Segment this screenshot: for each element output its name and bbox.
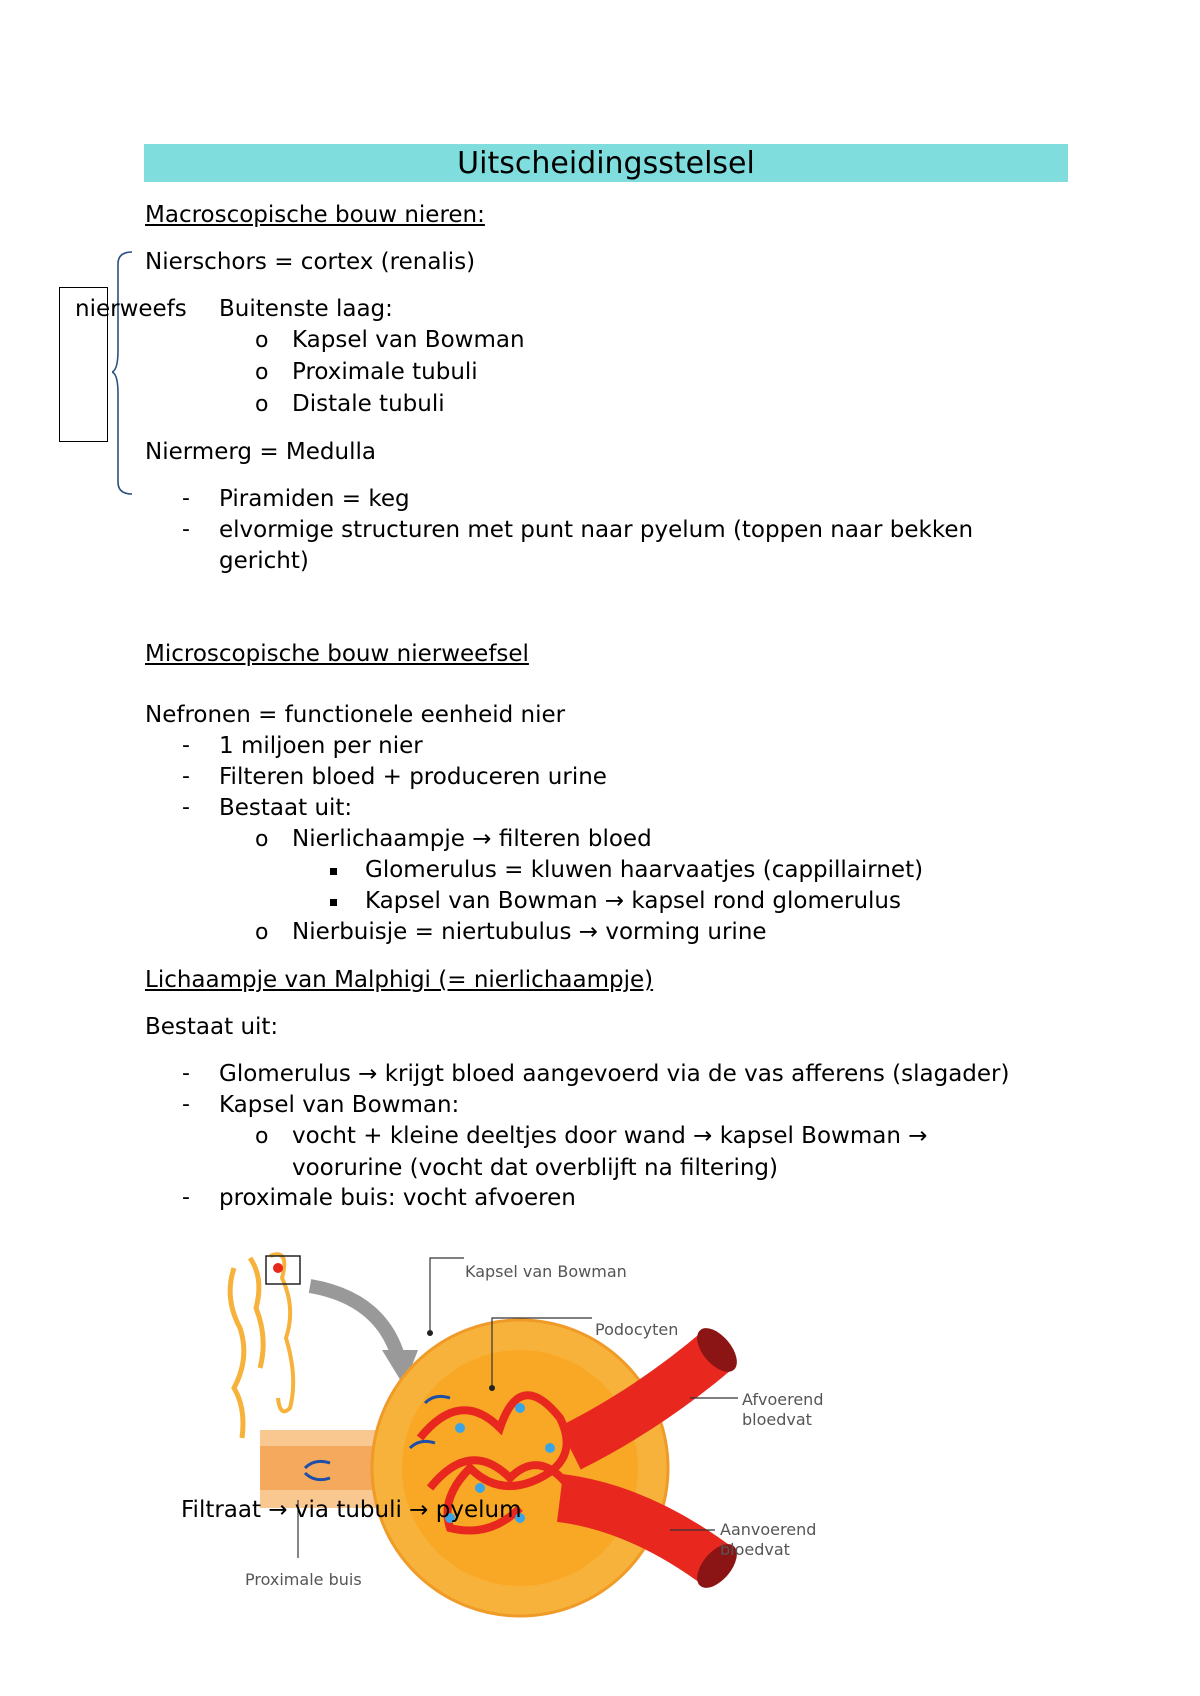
list-item: Piramiden = keg xyxy=(219,486,410,512)
list-item: Kapsel van Bowman: xyxy=(219,1092,460,1118)
malphigi-heading: Lichaampje van Malphigi (= nierlichaampje) xyxy=(145,967,654,993)
list-item-cont: gericht) xyxy=(219,548,309,574)
list-item: Glomerulus → krijgt bloed aangevoerd via de vas afferens (slagader) xyxy=(219,1061,1010,1087)
list-item: vocht + kleine deeltjes door wand → kapsel Bowman → xyxy=(292,1123,928,1149)
buitenste-laag: Buitenste laag: xyxy=(219,296,393,322)
list-item: Nierlichaampje → filteren bloed xyxy=(292,826,652,852)
merg-line: Niermerg = Medulla xyxy=(145,439,376,465)
nephron-sketch xyxy=(230,1254,300,1438)
square-bullet xyxy=(330,899,337,906)
macro-heading: Macroscopische bouw nieren: xyxy=(145,202,485,228)
square-bullet xyxy=(330,868,337,875)
label-afvoerend: Afvoerend xyxy=(742,1390,824,1409)
dash-bullet: - xyxy=(182,733,190,758)
list-item: Bestaat uit: xyxy=(219,795,353,821)
list-item: Distale tubuli xyxy=(292,391,445,417)
list-item: Nierbuisje = niertubulus → vorming urine xyxy=(292,919,767,945)
title-bar xyxy=(144,144,1068,182)
dash-bullet: - xyxy=(182,1185,190,1210)
circle-bullet: o xyxy=(255,328,269,353)
dash-bullet: - xyxy=(182,1061,190,1086)
box-label: nierweefs xyxy=(75,296,187,322)
list-item-cont: voorurine (vocht dat overblijft na filtering) xyxy=(292,1155,779,1181)
list-item: Filteren bloed + produceren urine xyxy=(219,764,607,790)
dash-bullet: - xyxy=(182,795,190,820)
list-item: 1 miljoen per nier xyxy=(219,733,423,759)
list-item: proximale buis: vocht afvoeren xyxy=(219,1185,576,1211)
circle-bullet: o xyxy=(255,920,269,945)
label-aanvoerend: Aanvoerend xyxy=(720,1520,817,1539)
schors-line: Nierschors = cortex (renalis) xyxy=(145,249,476,275)
curly-bracket xyxy=(112,250,142,496)
page-title: Uitscheidingsstelsel xyxy=(457,146,755,181)
nefronen-line: Nefronen = functionele eenheid nier xyxy=(145,702,566,728)
label-afvoerend-2: bloedvat xyxy=(742,1410,812,1429)
list-item: Kapsel van Bowman xyxy=(292,327,525,353)
circle-bullet: o xyxy=(255,1124,269,1149)
figure-caption: Filtraat → via tubuli → pyelum xyxy=(181,1497,522,1523)
label-aanvoerend-2: bloedvat xyxy=(720,1540,790,1559)
circle-bullet: o xyxy=(255,827,269,852)
label-podocyten: Podocyten xyxy=(595,1320,679,1339)
bestaat-uit: Bestaat uit: xyxy=(145,1014,279,1040)
circle-bullet: o xyxy=(255,392,269,417)
micro-heading: Microscopische bouw nierweefsel xyxy=(145,641,529,667)
dash-bullet: - xyxy=(182,1092,190,1117)
list-item: Kapsel van Bowman → kapsel rond glomerulus xyxy=(365,888,901,914)
list-item: Glomerulus = kluwen haarvaatjes (cappillairnet) xyxy=(365,857,924,883)
dash-bullet: - xyxy=(182,517,190,542)
list-item: Proximale tubuli xyxy=(292,359,478,385)
label-proximale: Proximale buis xyxy=(245,1570,362,1589)
dash-bullet: - xyxy=(182,764,190,789)
list-item: elvormige structuren met punt naar pyelum (toppen naar bekken xyxy=(219,517,974,543)
label-kapsel: Kapsel van Bowman xyxy=(465,1262,627,1281)
circle-bullet: o xyxy=(255,360,269,385)
glomerulus-illustration xyxy=(220,1238,940,1618)
dash-bullet: - xyxy=(182,486,190,511)
